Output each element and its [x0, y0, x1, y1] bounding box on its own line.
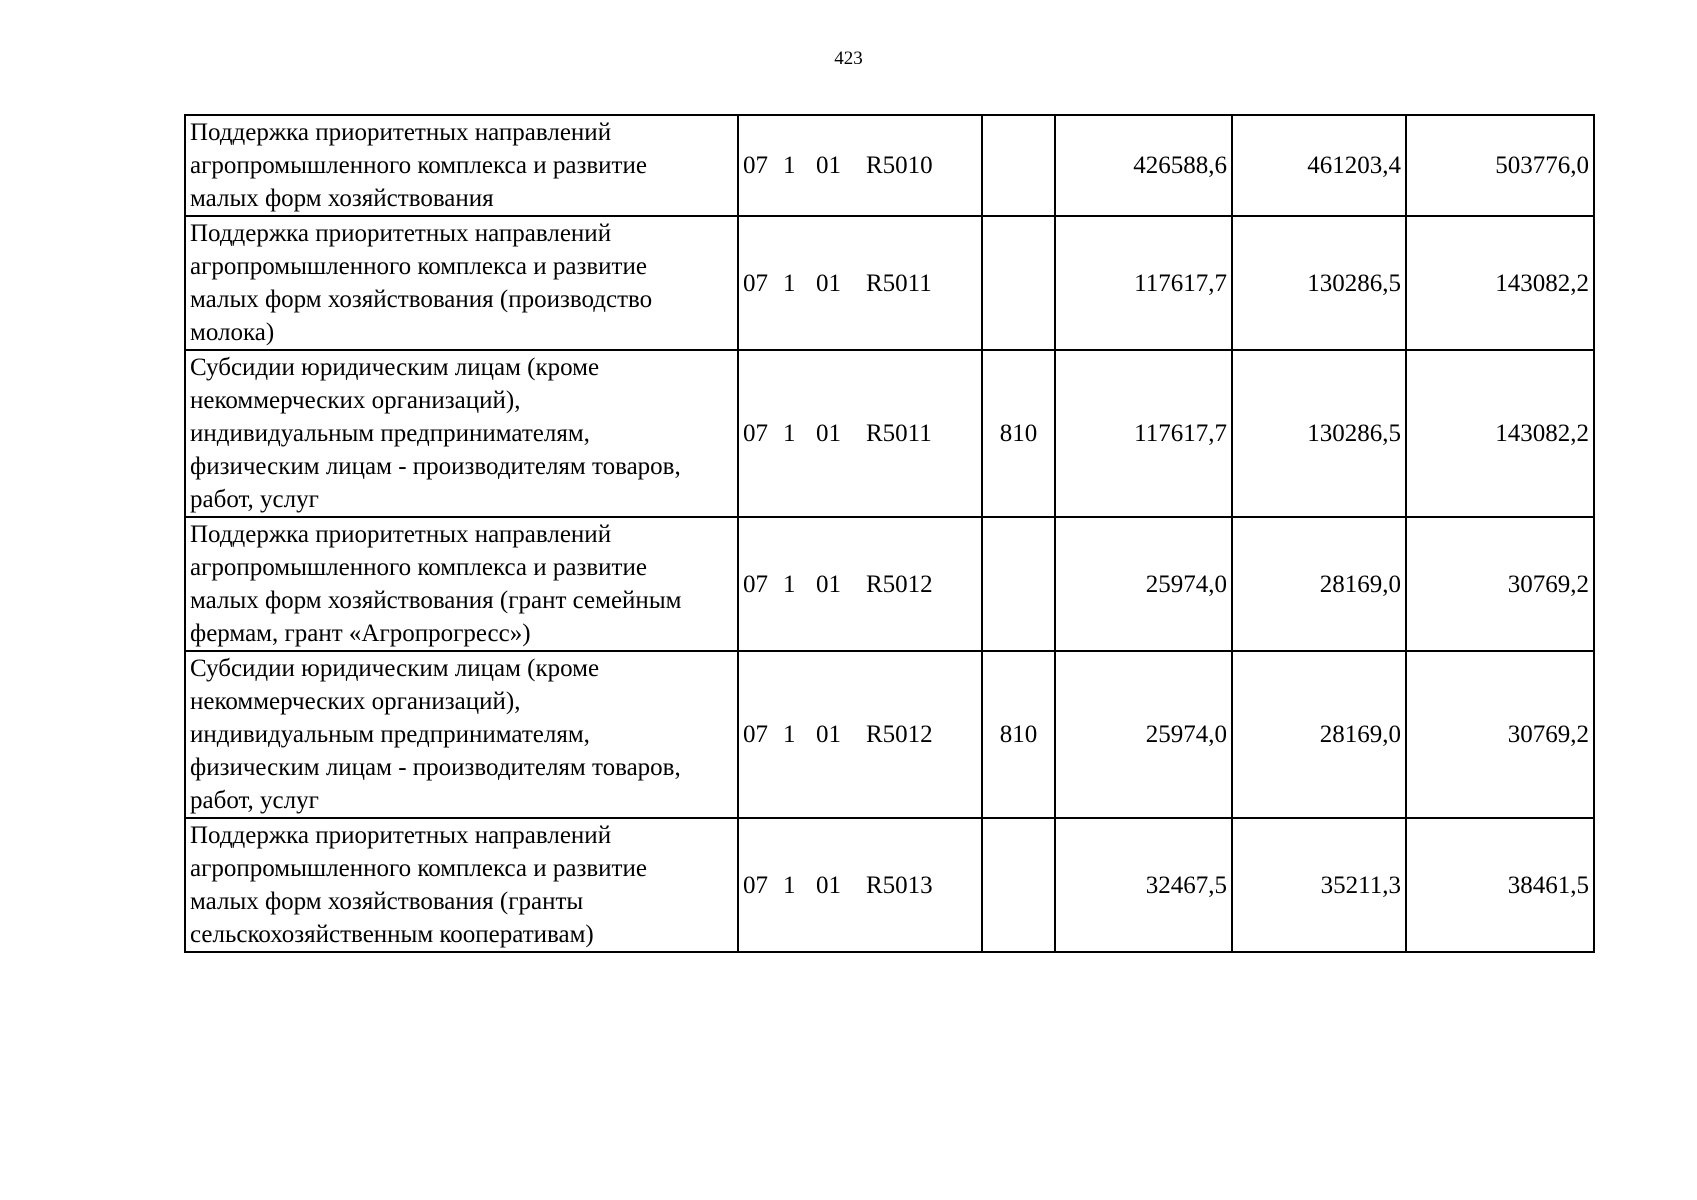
expense-type-cell	[982, 818, 1055, 952]
item-name-line: агропромышленного комплекса и развитие	[190, 253, 647, 280]
code-subprogram: 01	[816, 420, 841, 447]
code-program: 1	[783, 269, 796, 297]
item-name-line: агропромышленного комплекса и развитие	[190, 152, 647, 179]
amount-year-1: 25974,0	[1055, 651, 1232, 818]
item-name-line: некоммерческих организаций),	[190, 688, 521, 715]
item-name-line: некоммерческих организаций),	[190, 387, 521, 414]
item-name-cell	[185, 651, 738, 818]
item-name-line: Поддержка приоритетных направлений	[190, 521, 612, 548]
target-code-cell	[738, 350, 982, 517]
amount-year-3: 38461,5	[1406, 818, 1594, 952]
item-name-cell	[185, 350, 738, 517]
code-section: 07	[743, 721, 768, 748]
amount-year-2: 461203,4	[1232, 115, 1406, 216]
target-code-cell	[738, 651, 982, 818]
expense-type-cell: 810	[982, 651, 1055, 818]
code-section: 07	[743, 871, 768, 899]
amount-year-2: 130286,5	[1232, 350, 1406, 517]
item-name-line: Субсидии юридическим лицам (кроме	[190, 354, 600, 381]
expense-type-cell	[982, 517, 1055, 651]
amount-year-3: 143082,2	[1406, 350, 1594, 517]
item-name-cell	[185, 216, 738, 350]
item-name-cell	[185, 115, 738, 216]
code-subprogram: 01	[816, 570, 841, 598]
code-direction: R5012	[866, 721, 933, 748]
target-code-cell	[738, 115, 982, 216]
amount-year-2: 130286,5	[1232, 216, 1406, 350]
code-program: 1	[783, 420, 796, 447]
item-name-cell	[185, 517, 738, 651]
code-direction: R5010	[866, 152, 933, 179]
item-name-line: агропромышленного комплекса и развитие	[190, 855, 647, 882]
table-row	[185, 651, 1594, 818]
amount-year-1: 426588,6	[1055, 115, 1232, 216]
amount-year-2: 28169,0	[1232, 651, 1406, 818]
target-code-cell	[738, 216, 982, 350]
item-name-line: Субсидии юридическим лицам (кроме	[190, 655, 600, 682]
item-name-line: Поддержка приоритетных направлений	[190, 822, 612, 849]
item-name-line: агропромышленного комплекса и развитие	[190, 554, 647, 581]
item-name-line: малых форм хозяйствования (гранты	[190, 888, 584, 915]
table-body	[185, 115, 1594, 952]
code-section: 07	[743, 269, 768, 297]
code-direction: R5013	[866, 871, 933, 899]
code-program: 1	[783, 570, 796, 598]
code-direction: R5011	[866, 420, 932, 447]
item-name-cell	[185, 818, 738, 952]
expense-type-cell: 810	[982, 350, 1055, 517]
code-section: 07	[743, 570, 768, 598]
code-section: 07	[743, 420, 768, 447]
amount-year-1: 117617,7	[1055, 350, 1232, 517]
code-program: 1	[783, 152, 796, 179]
code-direction: R5012	[866, 570, 933, 598]
amount-year-3: 503776,0	[1406, 115, 1594, 216]
amount-year-3: 30769,2	[1406, 651, 1594, 818]
item-name-line: физическим лицам - производителям товаров,	[190, 754, 681, 781]
code-subprogram: 01	[816, 721, 841, 748]
code-program: 1	[783, 871, 796, 899]
code-subprogram: 01	[816, 871, 841, 899]
page-number: 423	[834, 48, 863, 69]
item-name-line: сельскохозяйственным кооперативам)	[190, 921, 594, 948]
item-name-line: молока)	[190, 319, 275, 346]
code-direction: R5011	[866, 269, 932, 297]
amount-year-1: 117617,7	[1055, 216, 1232, 350]
item-name-line: индивидуальным предпринимателям,	[190, 420, 590, 447]
item-name-line: индивидуальным предпринимателям,	[190, 721, 590, 748]
item-name-line: Поддержка приоритетных направлений	[190, 119, 612, 146]
expense-type-cell	[982, 216, 1055, 350]
expense-type-cell	[982, 115, 1055, 216]
item-name-line: работ, услуг	[190, 787, 319, 814]
amount-year-3: 143082,2	[1406, 216, 1594, 350]
code-subprogram: 01	[816, 269, 841, 297]
item-name-line: работ, услуг	[190, 486, 319, 513]
table-row	[185, 517, 1594, 651]
table-row	[185, 818, 1594, 952]
target-code-cell	[738, 517, 982, 651]
amount-year-2: 35211,3	[1232, 818, 1406, 952]
target-code-cell	[738, 818, 982, 952]
amount-year-3: 30769,2	[1406, 517, 1594, 651]
budget-table	[184, 114, 1595, 953]
item-name-line: малых форм хозяйствования (грант семейным	[190, 587, 682, 614]
amount-year-1: 25974,0	[1055, 517, 1232, 651]
table-row	[185, 216, 1594, 350]
table-row	[185, 115, 1594, 216]
item-name-line: малых форм хозяйствования (производство	[190, 286, 653, 313]
code-subprogram: 01	[816, 152, 841, 179]
table-row	[185, 350, 1594, 517]
code-section: 07	[743, 152, 768, 179]
code-program: 1	[783, 721, 796, 748]
item-name-line: фермам, грант «Агропрогресс»)	[190, 620, 531, 647]
item-name-line: Поддержка приоритетных направлений	[190, 220, 612, 247]
amount-year-1: 32467,5	[1055, 818, 1232, 952]
item-name-line: малых форм хозяйствования	[190, 185, 494, 212]
amount-year-2: 28169,0	[1232, 517, 1406, 651]
item-name-line: физическим лицам - производителям товаров,	[190, 453, 681, 480]
